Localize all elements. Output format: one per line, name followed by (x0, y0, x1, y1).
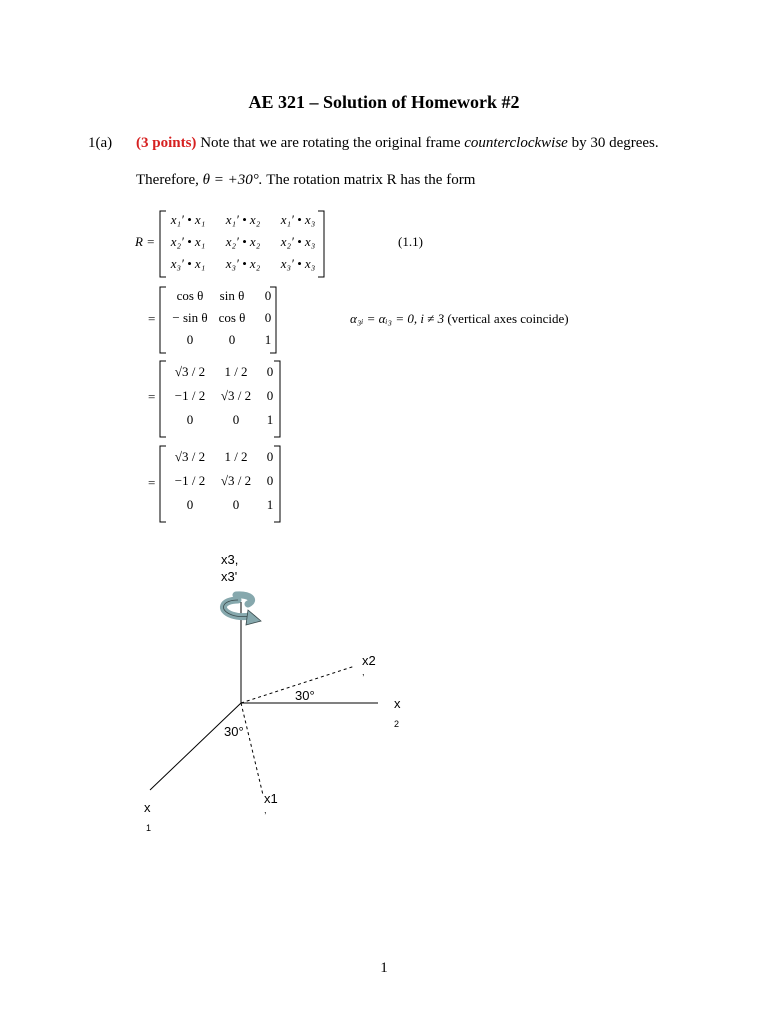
equals-sign-2: = (148, 311, 156, 326)
matrix-cell: 0 (266, 364, 274, 379)
matrix-cell: 1 (266, 497, 274, 512)
intro-emphasis: counterclockwise (464, 135, 568, 151)
matrix-cell: 0 (266, 388, 274, 403)
side-note (350, 311, 569, 327)
matrix-cell: √3 / 2 (174, 449, 206, 464)
rotation-diagram (0, 540, 768, 860)
therefore-line (136, 172, 475, 189)
x2-prime-mark: , (362, 667, 365, 677)
matrix-cell: x₃′ • x₁ (170, 256, 206, 271)
matrix-cell: x₂′ • x₁ (170, 234, 206, 249)
equation-number: (1.1) (398, 234, 423, 249)
x1-label: x (144, 800, 151, 815)
matrix-cell: 0 (264, 288, 272, 303)
matrix-cell: 1 (266, 412, 274, 427)
intro-after: by 30 degrees. (571, 135, 659, 151)
matrix-cell: 0 (228, 332, 236, 347)
matrix-cell: x₂′ • x₂ (225, 234, 261, 249)
x2-label: x (394, 696, 401, 711)
x2-subscript: 2 (394, 719, 400, 729)
matrix-cell: x₃′ • x₂ (225, 256, 261, 271)
points-badge: (3 points) (136, 135, 197, 151)
equals-sign-3: = (148, 389, 156, 404)
matrix-cell: − sin θ (172, 310, 208, 325)
matrix-cell: 1 (264, 332, 272, 347)
therefore-prefix: Therefore, (136, 172, 199, 188)
matrix-cell: 0 (186, 412, 194, 427)
matrix-cell: x₃′ • x₃ (280, 256, 316, 271)
x2-prime-label: x2 (362, 653, 376, 668)
rotation-arrow-icon (223, 595, 261, 625)
matrix-cell: x₁′ • x₁ (170, 212, 206, 227)
x3-label: x3, (221, 552, 239, 567)
angle-bottom-label: 30° (224, 724, 244, 739)
matrix-cell: sin θ (219, 288, 245, 303)
equals-sign-4: = (148, 475, 156, 490)
matrix-cell: x₁′ • x₂ (225, 212, 261, 227)
matrix-cell: 0 (186, 332, 194, 347)
x1-prime-axis (241, 703, 263, 795)
x1-prime-mark: , (264, 805, 267, 815)
matrix-cell: 0 (266, 449, 274, 464)
problem-statement (136, 135, 659, 152)
page-number: 1 (380, 960, 388, 976)
matrix-cell: 0 (232, 497, 240, 512)
intro-before: Note that we are rotating the original frame (200, 135, 461, 151)
side-note-math: α₃ᵢ = αᵢ₃ = 0, i ≠ 3 (350, 311, 445, 326)
r-label: R = (135, 234, 155, 249)
angle-top-label: 30° (295, 688, 315, 703)
page-title: AE 321 – Solution of Homework #2 (248, 92, 520, 112)
matrix-cell: −1 / 2 (174, 473, 206, 488)
matrix-cell: 0 (264, 310, 272, 325)
matrix-cell: 1 / 2 (224, 364, 248, 379)
matrix-cell: 1 / 2 (224, 449, 248, 464)
matrix-cell: x₁′ • x₃ (280, 212, 316, 227)
therefore-suffix: The rotation matrix R has the form (266, 172, 476, 188)
side-note-text: (vertical axes coincide) (447, 311, 569, 326)
matrix-cell: 0 (186, 497, 194, 512)
matrix-cell: √3 / 2 (174, 364, 206, 379)
x1-axis (150, 703, 241, 790)
matrix-cell: √3 / 2 (220, 388, 252, 403)
matrix-cell: √3 / 2 (220, 473, 252, 488)
theta-equation: θ = +30°. (202, 172, 263, 188)
matrix-cell: cos θ (176, 288, 204, 303)
matrix-cell: −1 / 2 (174, 388, 206, 403)
x1-subscript: 1 (146, 823, 152, 833)
matrix-cell: 0 (266, 473, 274, 488)
matrix-cell: cos θ (218, 310, 246, 325)
matrix-cell: 0 (232, 412, 240, 427)
x1-prime-label: x1 (264, 791, 278, 806)
x3-prime-label: x3' (221, 569, 238, 584)
problem-number: 1(a) (88, 135, 113, 151)
matrix-cell: x₂′ • x₃ (280, 234, 316, 249)
